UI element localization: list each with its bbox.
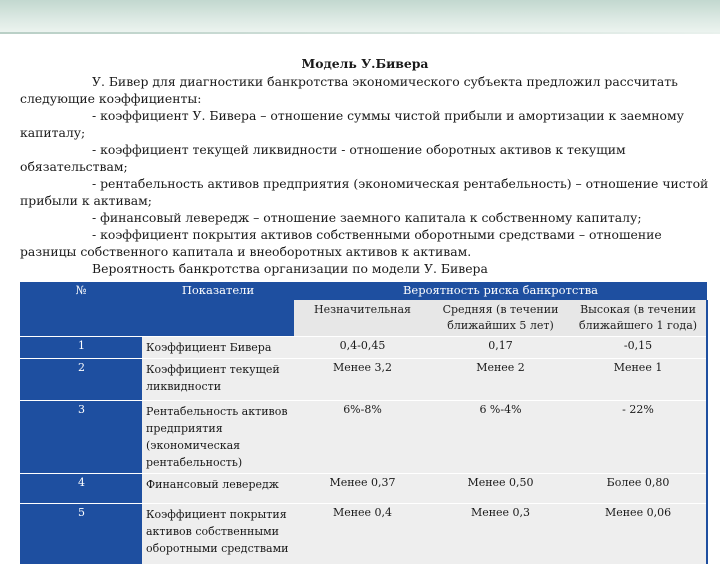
list-item-financial-leverage: - финансовый левередж – отношение заемного капитала к собственному капиталу; bbox=[92, 210, 642, 225]
table-row bbox=[20, 474, 707, 504]
header-indicator: Показатели bbox=[142, 282, 294, 337]
row-indicator: Коэффициент покрытия активов собственными оборотными средствами bbox=[142, 504, 294, 564]
bankruptcy-table bbox=[20, 282, 707, 564]
row-high-value: Более 0,80 bbox=[570, 474, 707, 504]
document-title: Модель У.Бивера bbox=[301, 56, 429, 71]
row-low-value: Менее 0,37 bbox=[294, 474, 431, 504]
list-item-current-ratio: - коэффициент текущей ликвидности - отношение оборотных активов к текущим обязательствам; bbox=[20, 142, 626, 174]
row-medium-value: Менее 0,50 bbox=[431, 474, 570, 504]
row-low-value: 6%-8% bbox=[294, 401, 431, 474]
document-text bbox=[20, 55, 710, 277]
row-medium-value: 0,17 bbox=[431, 337, 570, 359]
row-high-value: Менее 1 bbox=[570, 359, 707, 401]
row-indicator: Финансовый левередж bbox=[142, 474, 294, 504]
row-number: 1 bbox=[20, 337, 142, 359]
row-number: 3 bbox=[20, 401, 142, 474]
row-medium-value: 6 %-4% bbox=[431, 401, 570, 474]
header-medium: Средняя (в течении ближайших 5 лет) bbox=[431, 300, 570, 337]
list-item-return-on-assets: - рентабельность активов предприятия (экономическая рентабельность) – отношение чистой прибыли к активам; bbox=[20, 176, 709, 208]
header-probability: Вероятность риска банкротства bbox=[294, 282, 707, 300]
header-number: № bbox=[20, 282, 142, 337]
list-item-beaver-ratio: - коэффициент У. Бивера – отношение суммы чистой прибыли и амортизации к заемному капиталу; bbox=[20, 108, 684, 140]
row-low-value: Менее 3,2 bbox=[294, 359, 431, 401]
row-low-value: Менее 0,4 bbox=[294, 504, 431, 564]
row-medium-value: Менее 0,3 bbox=[431, 504, 570, 564]
header-high: Высокая (в течении ближайшего 1 года) bbox=[570, 300, 707, 337]
intro-paragraph: У. Бивер для диагностики банкротства экономического субъекта предложил рассчитать следующие коэффициенты: bbox=[20, 74, 678, 106]
row-low-value: 0,4-0,45 bbox=[294, 337, 431, 359]
header-low: Незначительная bbox=[294, 300, 431, 337]
row-indicator: Коэффициент Бивера bbox=[142, 337, 294, 359]
row-number: 4 bbox=[20, 474, 142, 504]
table-row bbox=[20, 359, 707, 401]
row-high-value: - 22% bbox=[570, 401, 707, 474]
row-number: 5 bbox=[20, 504, 142, 564]
row-number: 2 bbox=[20, 359, 142, 401]
top-decorative-band bbox=[0, 0, 720, 34]
row-high-value: -0,15 bbox=[570, 337, 707, 359]
row-indicator: Рентабельность активов предприятия (экономическая рентабельность) bbox=[142, 401, 294, 474]
row-high-value: Менее 0,06 bbox=[570, 504, 707, 564]
list-item-coverage-ratio: - коэффициент покрытия активов собственными оборотными средствами – отношение разницы собственного капитала и внеоборотных активов к активам. bbox=[20, 227, 662, 259]
table-row bbox=[20, 337, 707, 359]
table-row bbox=[20, 401, 707, 474]
table-row bbox=[20, 504, 707, 564]
table-caption: Вероятность банкротства организации по модели У. Бивера bbox=[92, 261, 488, 276]
row-medium-value: Менее 2 bbox=[431, 359, 570, 401]
row-indicator: Коэффициент текущей ликвидности bbox=[142, 359, 294, 401]
